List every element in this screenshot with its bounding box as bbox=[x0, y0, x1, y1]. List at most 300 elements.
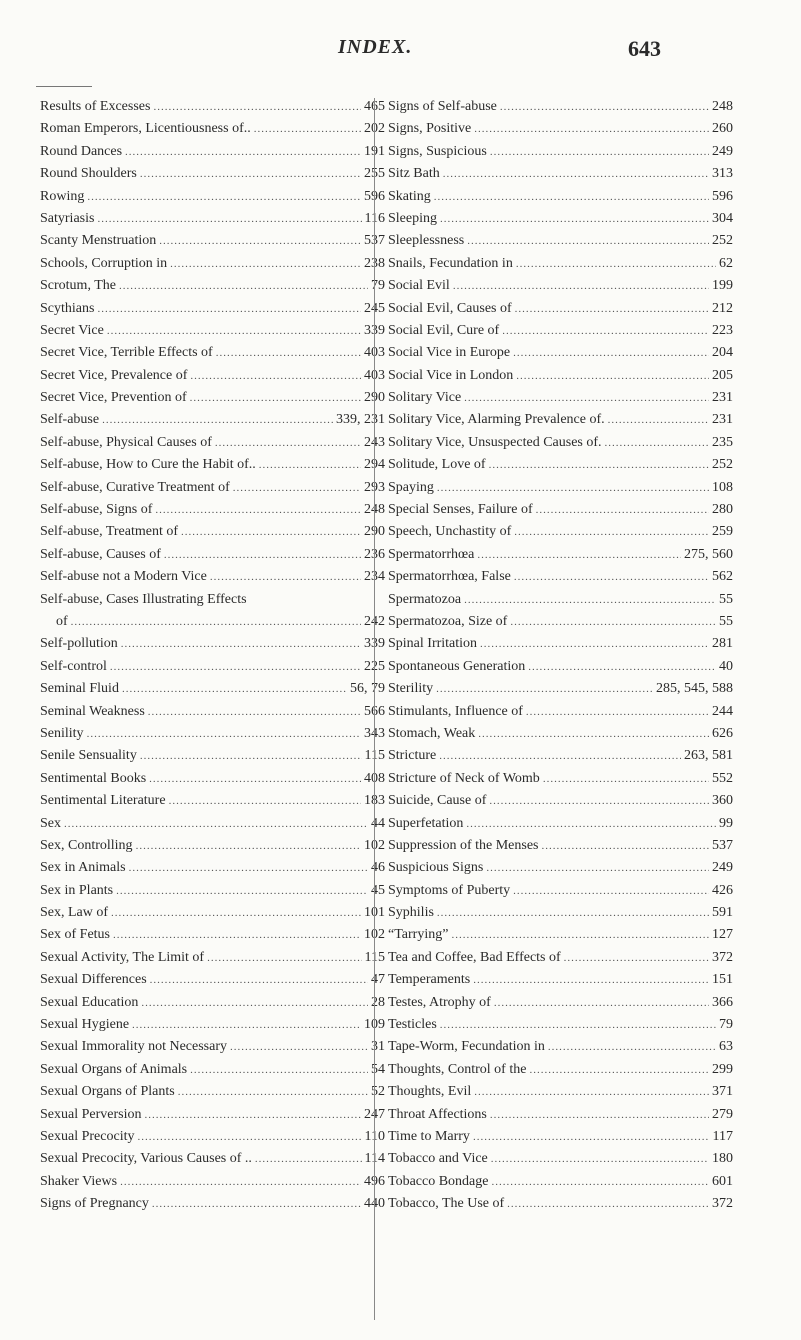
index-entry bbox=[388, 1059, 733, 1081]
index-pages: 115 bbox=[364, 949, 385, 965]
index-entry bbox=[40, 163, 385, 185]
index-term: Round Shoulders bbox=[40, 166, 137, 182]
index-term: Sexual Immorality not Necessary bbox=[40, 1039, 228, 1055]
index-entry bbox=[40, 1081, 385, 1103]
index-term: Self-abuse, Cases Illustrating Effects bbox=[40, 591, 247, 607]
index-term: Tobacco Bondage bbox=[388, 1173, 489, 1189]
index-entry bbox=[388, 387, 733, 409]
index-pages: 45 bbox=[371, 882, 385, 898]
dot-leader bbox=[129, 857, 368, 879]
index-entry bbox=[40, 544, 385, 566]
index-term: Senile Sensuality bbox=[40, 748, 137, 764]
dot-leader bbox=[542, 835, 710, 857]
index-entry bbox=[40, 365, 385, 387]
index-term: Sex, Controlling bbox=[40, 837, 133, 853]
dot-leader bbox=[515, 298, 709, 320]
index-term: Sitz Bath bbox=[388, 166, 440, 182]
index-term: Self-abuse, How to Cure the Habit of.. bbox=[40, 457, 256, 473]
index-pages: 102 bbox=[364, 927, 385, 943]
index-pages: 260 bbox=[712, 121, 733, 137]
index-entry bbox=[40, 745, 385, 767]
index-pages: 255 bbox=[364, 166, 385, 182]
index-term: “Tarrying” bbox=[388, 927, 449, 943]
dot-leader bbox=[149, 768, 361, 790]
index-term: Suspicious Signs bbox=[388, 860, 484, 876]
dot-leader bbox=[502, 320, 709, 342]
index-entry bbox=[388, 208, 733, 230]
index-entry bbox=[40, 387, 385, 409]
dot-leader bbox=[122, 678, 347, 700]
index-entry bbox=[40, 813, 385, 835]
dot-leader bbox=[132, 1014, 361, 1036]
index-term: Self-abuse, Causes of bbox=[40, 546, 161, 562]
index-term: Solitary Vice, Unsuspected Causes of. bbox=[388, 434, 602, 450]
index-pages: 54 bbox=[371, 1061, 385, 1077]
index-term: Thoughts, Control of the bbox=[388, 1061, 527, 1077]
index-pages: 110 bbox=[364, 1128, 385, 1144]
index-pages: 101 bbox=[364, 905, 385, 921]
dot-leader bbox=[490, 1104, 709, 1126]
index-term: Spermatorrhœa, False bbox=[388, 569, 511, 585]
index-pages: 55 bbox=[719, 591, 733, 607]
index-pages: 205 bbox=[712, 367, 733, 383]
index-pages: 117 bbox=[712, 1128, 733, 1144]
index-entry bbox=[40, 790, 385, 812]
index-pages: 249 bbox=[712, 143, 733, 159]
index-pages: 40 bbox=[719, 658, 733, 674]
dot-leader bbox=[514, 521, 709, 543]
index-term: Sterility bbox=[388, 681, 434, 697]
index-pages: 231 bbox=[712, 390, 733, 406]
index-term: Suicide, Cause of bbox=[388, 793, 487, 809]
index-term: Signs of Pregnancy bbox=[40, 1196, 149, 1212]
index-term: Spermatorrhœa bbox=[388, 546, 475, 562]
index-term: Self-abuse, Treatment of bbox=[40, 524, 179, 540]
index-term: Speech, Unchastity of bbox=[388, 524, 512, 540]
dot-leader bbox=[153, 96, 361, 118]
dot-leader bbox=[516, 253, 716, 275]
dot-leader bbox=[116, 880, 368, 902]
index-entry bbox=[388, 118, 733, 140]
dot-leader bbox=[437, 477, 709, 499]
index-term: Sex of Fetus bbox=[40, 927, 110, 943]
dot-leader bbox=[513, 880, 709, 902]
index-term: Sexual Differences bbox=[40, 972, 147, 988]
index-term: Sexual Precocity, Various Causes of .. bbox=[40, 1151, 252, 1167]
dot-leader bbox=[190, 1059, 368, 1081]
index-entry bbox=[40, 521, 385, 543]
index-term: Tobacco and Vice bbox=[388, 1151, 488, 1167]
index-pages: 339, 231 bbox=[336, 412, 385, 428]
index-term: Sexual Organs of Plants bbox=[40, 1084, 175, 1100]
index-pages: 562 bbox=[712, 569, 733, 585]
index-pages: 235 bbox=[712, 434, 733, 450]
dot-leader bbox=[443, 163, 709, 185]
index-entry bbox=[40, 499, 385, 521]
dot-leader bbox=[111, 902, 361, 924]
index-pages: 236 bbox=[364, 546, 385, 562]
index-term: Scanty Menstruation bbox=[40, 233, 157, 249]
dot-leader bbox=[490, 141, 709, 163]
index-entry bbox=[388, 253, 733, 275]
index-entry bbox=[388, 701, 733, 723]
dot-leader bbox=[136, 835, 361, 857]
dot-leader bbox=[548, 1036, 716, 1058]
index-term: Seminal Fluid bbox=[40, 681, 119, 697]
index-entry bbox=[388, 745, 733, 767]
index-pages: 465 bbox=[364, 99, 385, 114]
index-term: Sexual Organs of Animals bbox=[40, 1061, 188, 1077]
dot-leader bbox=[473, 969, 709, 991]
index-pages: 247 bbox=[364, 1106, 385, 1122]
index-entry bbox=[40, 1126, 385, 1148]
dot-leader bbox=[230, 1036, 368, 1058]
index-entry bbox=[40, 723, 385, 745]
dot-leader bbox=[500, 96, 709, 118]
index-term: Sentimental Books bbox=[40, 770, 147, 786]
index-entry bbox=[388, 1171, 733, 1193]
index-entry bbox=[388, 1126, 733, 1148]
index-entry bbox=[388, 342, 733, 364]
dot-leader bbox=[489, 790, 709, 812]
index-entry bbox=[40, 141, 385, 163]
dot-leader bbox=[464, 387, 709, 409]
dot-leader bbox=[516, 365, 709, 387]
index-term: Social Vice in Europe bbox=[388, 345, 511, 361]
index-entry bbox=[40, 1104, 385, 1126]
index-pages: 279 bbox=[712, 1106, 733, 1122]
index-entry bbox=[40, 1036, 385, 1058]
index-pages: 275, 560 bbox=[684, 546, 733, 562]
index-entry bbox=[40, 1059, 385, 1081]
index-column-right bbox=[388, 96, 733, 1216]
index-term: Testicles bbox=[388, 1017, 437, 1033]
index-entry bbox=[40, 253, 385, 275]
dot-leader bbox=[489, 454, 709, 476]
index-entry bbox=[40, 1014, 385, 1036]
dot-leader bbox=[473, 1126, 710, 1148]
dot-leader bbox=[137, 1126, 361, 1148]
index-pages: 426 bbox=[712, 882, 733, 898]
index-pages: 366 bbox=[712, 994, 733, 1010]
index-term: Senility bbox=[40, 725, 84, 741]
index-entry bbox=[388, 365, 733, 387]
index-pages: 248 bbox=[712, 99, 733, 114]
dot-leader bbox=[536, 499, 709, 521]
index-term: Suppression of the Menses bbox=[388, 837, 539, 853]
index-pages: 183 bbox=[364, 793, 385, 809]
index-pages: 52 bbox=[371, 1084, 385, 1100]
index-pages: 244 bbox=[712, 703, 733, 719]
index-entry bbox=[40, 477, 385, 499]
index-term: Secret Vice bbox=[40, 322, 104, 338]
index-pages: 238 bbox=[364, 255, 385, 271]
dot-leader bbox=[169, 790, 361, 812]
index-pages: 299 bbox=[712, 1061, 733, 1077]
index-entry bbox=[388, 298, 733, 320]
index-entry bbox=[388, 186, 733, 208]
index-pages: 116 bbox=[364, 210, 385, 226]
index-entry bbox=[388, 633, 733, 655]
index-term: Superfetation bbox=[388, 815, 464, 831]
index-term: Stricture of Neck of Womb bbox=[388, 770, 540, 786]
dot-leader bbox=[141, 992, 368, 1014]
dot-leader bbox=[120, 1171, 361, 1193]
index-term: Solitary Vice bbox=[388, 390, 462, 406]
index-term: Signs, Positive bbox=[388, 121, 472, 137]
dot-leader bbox=[480, 633, 709, 655]
index-term: Syphilis bbox=[388, 905, 434, 921]
index-entry bbox=[388, 835, 733, 857]
index-entry bbox=[40, 342, 385, 364]
index-pages: 108 bbox=[712, 479, 733, 495]
dot-leader bbox=[140, 163, 361, 185]
dot-leader bbox=[190, 387, 361, 409]
index-term: Social Evil, Cure of bbox=[388, 322, 500, 338]
index-pages: 243 bbox=[364, 434, 385, 450]
dot-leader bbox=[564, 947, 709, 969]
index-term: Rowing bbox=[40, 188, 85, 204]
index-term: Scythians bbox=[40, 300, 95, 316]
dot-leader bbox=[474, 1081, 709, 1103]
index-column-left bbox=[40, 96, 385, 1216]
index-term: Spermatozoa bbox=[388, 591, 462, 607]
index-pages: 62 bbox=[719, 255, 733, 271]
index-pages: 408 bbox=[364, 770, 385, 786]
index-entry bbox=[388, 723, 733, 745]
page-number: 643 bbox=[628, 36, 661, 61]
index-term: Sleeping bbox=[388, 210, 437, 226]
index-entry bbox=[40, 409, 385, 431]
index-term: Solitude, Love of bbox=[388, 457, 486, 473]
index-term: Stimulants, Influence of bbox=[388, 703, 523, 719]
index-term: Social Evil bbox=[388, 278, 450, 294]
index-term: Sleeplessness bbox=[388, 233, 465, 249]
index-entry bbox=[40, 208, 385, 230]
index-pages: 204 bbox=[712, 345, 733, 361]
index-term: Sentimental Literature bbox=[40, 793, 166, 809]
index-entry bbox=[388, 477, 733, 499]
index-pages: 290 bbox=[364, 390, 385, 406]
index-pages: 280 bbox=[712, 502, 733, 518]
index-term: Throat Affections bbox=[388, 1106, 487, 1122]
index-pages: 44 bbox=[371, 815, 385, 831]
index-pages: 343 bbox=[364, 725, 385, 741]
index-entry bbox=[40, 947, 385, 969]
index-entry bbox=[40, 298, 385, 320]
index-pages: 313 bbox=[712, 166, 733, 182]
header-rule bbox=[36, 86, 92, 87]
index-term: Testes, Atrophy of bbox=[388, 994, 491, 1010]
index-term: Temperaments bbox=[388, 972, 471, 988]
index-pages: 285, 545, 588 bbox=[656, 681, 733, 697]
index-entry bbox=[388, 902, 733, 924]
dot-leader bbox=[71, 611, 361, 633]
index-entry bbox=[388, 96, 733, 118]
index-entry bbox=[388, 857, 733, 879]
index-term: Sexual Precocity bbox=[40, 1128, 135, 1144]
dot-leader bbox=[513, 342, 709, 364]
index-pages: 252 bbox=[712, 233, 733, 249]
index-entry bbox=[40, 924, 385, 946]
index-pages: 99 bbox=[719, 815, 733, 831]
index-term: Stomach, Weak bbox=[388, 725, 476, 741]
index-pages: 591 bbox=[712, 905, 733, 921]
index-pages: 102 bbox=[364, 837, 385, 853]
index-pages: 242 bbox=[364, 613, 385, 629]
index-term: Signs of Self-abuse bbox=[388, 99, 497, 114]
index-entry bbox=[388, 566, 733, 588]
index-pages: 47 bbox=[371, 972, 385, 988]
index-entry bbox=[388, 320, 733, 342]
index-term: Social Evil, Causes of bbox=[388, 300, 512, 316]
index-term: Self-control bbox=[40, 658, 107, 674]
index-pages: 552 bbox=[712, 770, 733, 786]
index-pages: 293 bbox=[364, 479, 385, 495]
index-pages: 245 bbox=[364, 300, 385, 316]
index-term: Sex bbox=[40, 815, 61, 831]
index-entry bbox=[388, 544, 733, 566]
dot-leader bbox=[210, 566, 361, 588]
index-term: Sex, Law of bbox=[40, 905, 109, 921]
index-entry bbox=[40, 835, 385, 857]
dot-leader bbox=[181, 521, 361, 543]
index-entry bbox=[40, 902, 385, 924]
index-entry bbox=[40, 969, 385, 991]
index-entry bbox=[40, 678, 385, 700]
dot-leader bbox=[110, 656, 361, 678]
dot-leader bbox=[514, 566, 709, 588]
index-term: Results of Excesses bbox=[40, 99, 151, 114]
dot-leader bbox=[255, 1148, 362, 1170]
index-entry bbox=[40, 230, 385, 252]
index-term: of bbox=[56, 613, 68, 629]
dot-leader bbox=[491, 1171, 709, 1193]
index-term: Skating bbox=[388, 188, 431, 204]
index-entry bbox=[388, 947, 733, 969]
index-term: Thoughts, Evil bbox=[388, 1084, 472, 1100]
index-pages: 440 bbox=[364, 1196, 385, 1212]
index-term: Snails, Fecundation in bbox=[388, 255, 513, 271]
index-term: Tea and Coffee, Bad Effects of bbox=[388, 949, 561, 965]
dot-leader bbox=[215, 432, 361, 454]
index-pages: 626 bbox=[712, 725, 733, 741]
index-pages: 403 bbox=[364, 345, 385, 361]
index-pages: 31 bbox=[371, 1039, 385, 1055]
index-entry bbox=[388, 678, 733, 700]
index-entry bbox=[388, 924, 733, 946]
dot-leader bbox=[121, 633, 361, 655]
index-pages: 281 bbox=[712, 636, 733, 652]
index-term: Social Vice in London bbox=[388, 367, 514, 383]
index-pages: 231 bbox=[712, 412, 733, 428]
dot-leader bbox=[605, 432, 709, 454]
dot-leader bbox=[170, 253, 361, 275]
index-term: Spaying bbox=[388, 479, 434, 495]
index-term: Spontaneous Generation bbox=[388, 658, 526, 674]
index-pages: 566 bbox=[364, 703, 385, 719]
dot-leader bbox=[440, 1014, 716, 1036]
dot-leader bbox=[464, 589, 716, 611]
index-term: Satyriasis bbox=[40, 210, 95, 226]
dot-leader bbox=[107, 320, 361, 342]
index-pages: 225 bbox=[364, 658, 385, 674]
index-pages: 601 bbox=[712, 1173, 733, 1189]
dot-leader bbox=[64, 813, 368, 835]
dot-leader bbox=[178, 1081, 368, 1103]
dot-leader bbox=[254, 118, 361, 140]
index-term: Shaker Views bbox=[40, 1173, 118, 1189]
index-entry bbox=[40, 992, 385, 1014]
index-term: Self-abuse bbox=[40, 412, 100, 428]
index-pages: 290 bbox=[364, 524, 385, 540]
index-entry bbox=[388, 790, 733, 812]
index-pages: 339 bbox=[364, 636, 385, 652]
dot-leader bbox=[164, 544, 361, 566]
index-entry bbox=[388, 1104, 733, 1126]
index-pages: 537 bbox=[364, 233, 385, 249]
index-pages: 109 bbox=[364, 1017, 385, 1033]
index-entry bbox=[388, 454, 733, 476]
index-entry bbox=[40, 96, 385, 118]
index-pages: 372 bbox=[712, 949, 733, 965]
index-entry bbox=[388, 1036, 733, 1058]
index-entry bbox=[40, 454, 385, 476]
dot-leader bbox=[436, 678, 653, 700]
index-pages: 263, 581 bbox=[684, 748, 733, 764]
index-entry bbox=[388, 499, 733, 521]
index-entry bbox=[40, 880, 385, 902]
dot-leader bbox=[125, 141, 361, 163]
index-term: Spinal Irritation bbox=[388, 636, 478, 652]
index-term: Special Senses, Failure of bbox=[388, 502, 533, 518]
index-entry bbox=[388, 141, 733, 163]
index-pages: 212 bbox=[712, 300, 733, 316]
index-term: Self-abuse, Curative Treatment of bbox=[40, 479, 230, 495]
dot-leader bbox=[437, 902, 709, 924]
dot-leader bbox=[486, 857, 709, 879]
dot-leader bbox=[528, 656, 716, 678]
dot-leader bbox=[87, 186, 361, 208]
index-term: Scrotum, The bbox=[40, 278, 116, 294]
index-entry bbox=[388, 880, 733, 902]
index-entry bbox=[388, 992, 733, 1014]
index-entry bbox=[388, 1081, 733, 1103]
index-pages: 114 bbox=[364, 1151, 385, 1167]
dot-leader bbox=[97, 208, 361, 230]
index-term: Solitary Vice, Alarming Prevalence of. bbox=[388, 412, 605, 428]
dot-leader bbox=[97, 298, 361, 320]
index-pages: 55 bbox=[719, 613, 733, 629]
index-entry bbox=[388, 969, 733, 991]
index-entry bbox=[388, 409, 733, 431]
index-entry bbox=[388, 768, 733, 790]
index-term: Sexual Perversion bbox=[40, 1106, 142, 1122]
index-entry bbox=[40, 432, 385, 454]
index-pages: 496 bbox=[364, 1173, 385, 1189]
dot-leader bbox=[190, 365, 361, 387]
dot-leader bbox=[155, 499, 361, 521]
dot-leader bbox=[259, 454, 361, 476]
index-term: Spermatozoa, Size of bbox=[388, 613, 508, 629]
index-pages: 371 bbox=[712, 1084, 733, 1100]
index-entry bbox=[388, 589, 733, 611]
index-entry bbox=[40, 701, 385, 723]
dot-leader bbox=[119, 275, 368, 297]
index-pages: 151 bbox=[712, 972, 733, 988]
index-term: Time to Marry bbox=[388, 1128, 470, 1144]
dot-leader bbox=[491, 1148, 709, 1170]
